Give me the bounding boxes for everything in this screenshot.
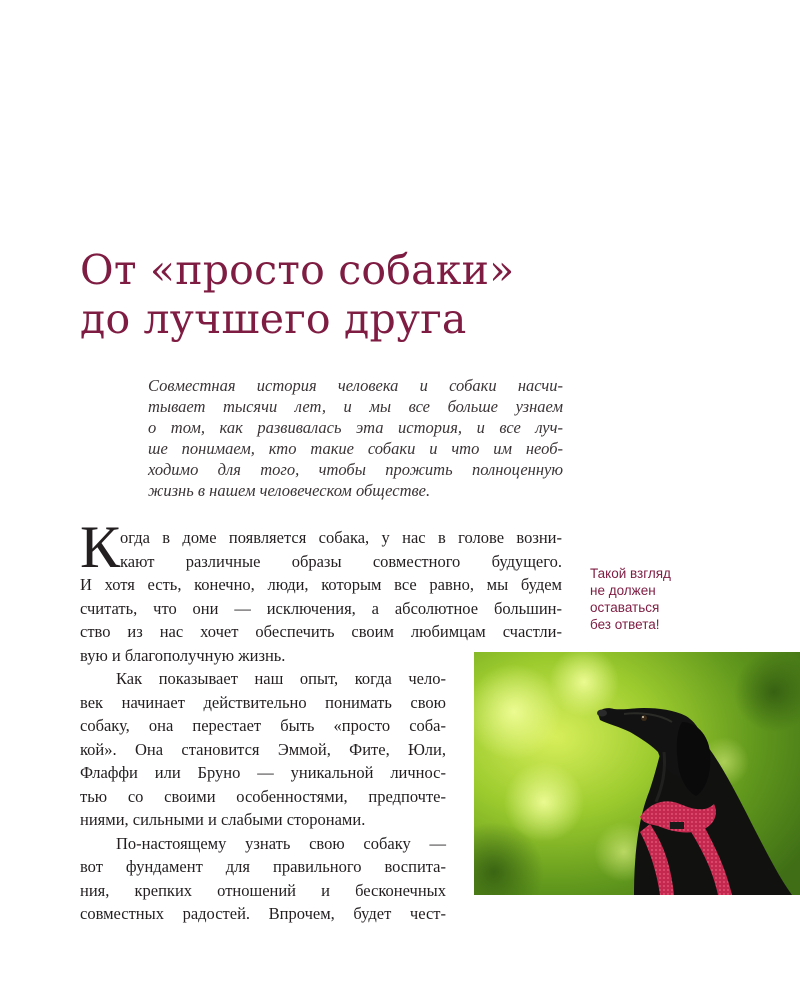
- dog-photo-illustration: [474, 652, 800, 895]
- body-line: век начинает действительно понимать свою: [80, 692, 446, 712]
- photo-caption: [590, 565, 790, 633]
- body-line: собаку, она перестает быть «просто соба-: [80, 716, 446, 735]
- caption-line: не должен: [590, 583, 656, 598]
- body-line: считать, что они — исключения, а абсолютное большин-: [80, 598, 562, 618]
- body-paragraph: [80, 526, 562, 667]
- body-line: кой». Она становится Эммой, Фите, Юли,: [80, 739, 446, 759]
- body-line: огда в доме появляется собака, у нас в голове возни-: [120, 528, 562, 547]
- caption-line: без ответа!: [590, 617, 660, 632]
- lead-line: тывает тысячи лет, и мы все больше узнаем: [148, 397, 563, 416]
- caption-line: Такой взгляд: [590, 566, 671, 581]
- body-line: По-настоящему узнать свою собаку —: [116, 833, 446, 853]
- caption-line: оставаться: [590, 600, 660, 615]
- chapter-title-line: От «просто собаки»: [80, 246, 515, 294]
- body-line: Флаффи или Бруно — уникальной личнос-: [80, 763, 446, 782]
- body-line: тью со своими особенностями, предпочте-: [80, 786, 446, 806]
- body-line: Как показывает наш опыт, когда чело-: [116, 669, 446, 688]
- lead-line: о том, как развивалась эта история, и все луч-: [148, 418, 563, 437]
- chapter-title: [80, 246, 680, 344]
- drop-cap: К: [80, 514, 121, 580]
- body-line: ство из нас хочет обеспечить своим любимцам счастли-: [80, 622, 562, 641]
- body-line: И хотя есть, конечно, люди, которым все равно, мы будем: [80, 575, 562, 594]
- lead-line: ше понимаем, кто такие собаки и что им необ-: [148, 439, 563, 458]
- lead-line: ходимо для того, чтобы прожить полноценную: [148, 460, 563, 479]
- dog-photo: [474, 652, 800, 895]
- body-line: ния, крепких отношений и бесконечных: [80, 880, 446, 900]
- chapter-title-line: до лучшего друга: [80, 295, 467, 343]
- body-line: вую и благополучную жизнь.: [80, 645, 286, 665]
- lead-line: Совместная история человека и собаки насчи-: [148, 376, 563, 395]
- harness-label: [670, 822, 684, 829]
- body-line: вот фундамент для правильного воспита-: [80, 857, 446, 876]
- lead-paragraph: [148, 375, 563, 501]
- body-line: совместных радостей. Впрочем, будет чест-: [80, 904, 446, 923]
- body-line: кают различные образы совместного будущего.: [120, 551, 562, 571]
- lead-line: жизнь в нашем человеческом обществе.: [148, 481, 431, 500]
- body-line: ниями, сильными и слабыми сторонами.: [80, 810, 366, 829]
